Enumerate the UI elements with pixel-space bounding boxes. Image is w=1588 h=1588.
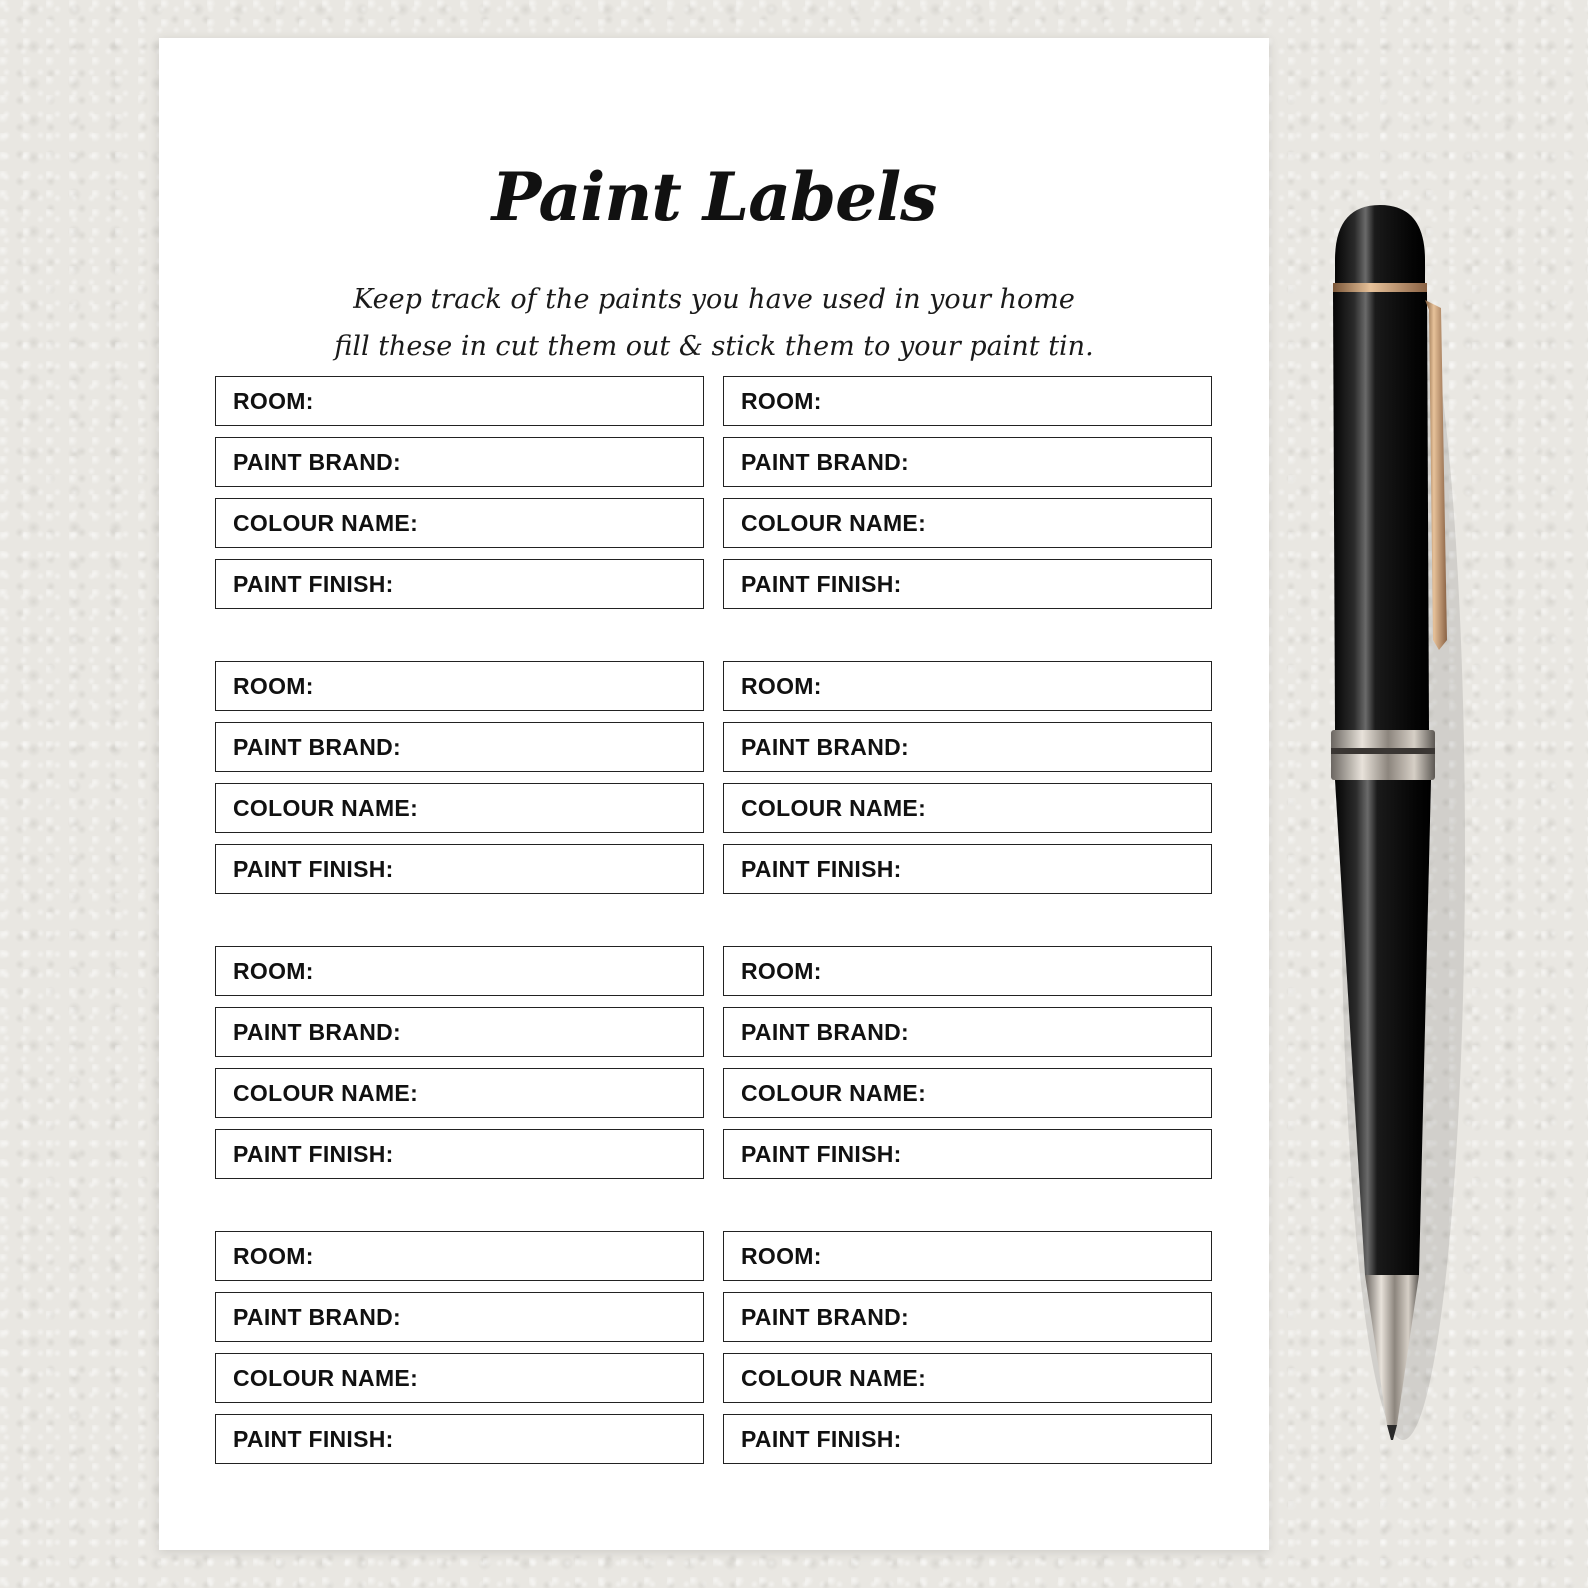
paint-brand-field[interactable]: PAINT BRAND:: [215, 437, 704, 487]
paint-labels-sheet: [159, 38, 1269, 1550]
paint-brand-field[interactable]: PAINT BRAND:: [723, 1007, 1212, 1057]
room-field[interactable]: ROOM:: [723, 1231, 1212, 1281]
paint-finish-field[interactable]: PAINT FINISH:: [723, 559, 1212, 609]
paint-finish-field[interactable]: PAINT FINISH:: [215, 1414, 704, 1464]
subtitle-line-2: fill these in cut them out & stick them to your paint tin.: [334, 331, 1094, 362]
label-grid: [215, 376, 1212, 1464]
paint-finish-field[interactable]: PAINT FINISH:: [215, 844, 704, 894]
colour-name-field[interactable]: COLOUR NAME:: [723, 783, 1212, 833]
paint-brand-field[interactable]: PAINT BRAND:: [215, 1292, 704, 1342]
room-field[interactable]: ROOM:: [215, 661, 704, 711]
paint-label-card: [215, 946, 704, 1179]
paint-finish-field[interactable]: PAINT FINISH:: [215, 559, 704, 609]
colour-name-field[interactable]: COLOUR NAME:: [215, 1068, 704, 1118]
paint-brand-field[interactable]: PAINT BRAND:: [723, 1292, 1212, 1342]
paint-brand-field[interactable]: PAINT BRAND:: [723, 437, 1212, 487]
room-field[interactable]: ROOM:: [723, 376, 1212, 426]
colour-name-field[interactable]: COLOUR NAME:: [723, 1353, 1212, 1403]
colour-name-field[interactable]: COLOUR NAME:: [723, 498, 1212, 548]
room-field[interactable]: ROOM:: [723, 661, 1212, 711]
colour-name-field[interactable]: COLOUR NAME:: [215, 1353, 704, 1403]
colour-name-field[interactable]: COLOUR NAME:: [723, 1068, 1212, 1118]
page-subtitle: [159, 276, 1269, 370]
room-field[interactable]: ROOM:: [215, 376, 704, 426]
colour-name-field[interactable]: COLOUR NAME:: [215, 783, 704, 833]
paint-brand-field[interactable]: PAINT BRAND:: [723, 722, 1212, 772]
paint-label-card: [723, 946, 1212, 1179]
room-field[interactable]: ROOM:: [215, 946, 704, 996]
paint-finish-field[interactable]: PAINT FINISH:: [215, 1129, 704, 1179]
paint-label-card: [215, 661, 704, 894]
ballpoint-pen-icon: [1325, 200, 1465, 1460]
colour-name-field[interactable]: COLOUR NAME:: [215, 498, 704, 548]
page-title: Paint Labels: [491, 158, 937, 236]
paint-brand-field[interactable]: PAINT BRAND:: [215, 1007, 704, 1057]
paint-label-card: [723, 376, 1212, 609]
paint-label-card: [723, 1231, 1212, 1464]
paint-finish-field[interactable]: PAINT FINISH:: [723, 1414, 1212, 1464]
paint-finish-field[interactable]: PAINT FINISH:: [723, 1129, 1212, 1179]
room-field[interactable]: ROOM:: [723, 946, 1212, 996]
paint-label-card: [215, 1231, 704, 1464]
paint-brand-field[interactable]: PAINT BRAND:: [215, 722, 704, 772]
paint-label-card: [723, 661, 1212, 894]
subtitle-line-1: Keep track of the paints you have used in your home: [353, 284, 1075, 315]
paint-label-card: [215, 376, 704, 609]
paint-finish-field[interactable]: PAINT FINISH:: [723, 844, 1212, 894]
room-field[interactable]: ROOM:: [215, 1231, 704, 1281]
